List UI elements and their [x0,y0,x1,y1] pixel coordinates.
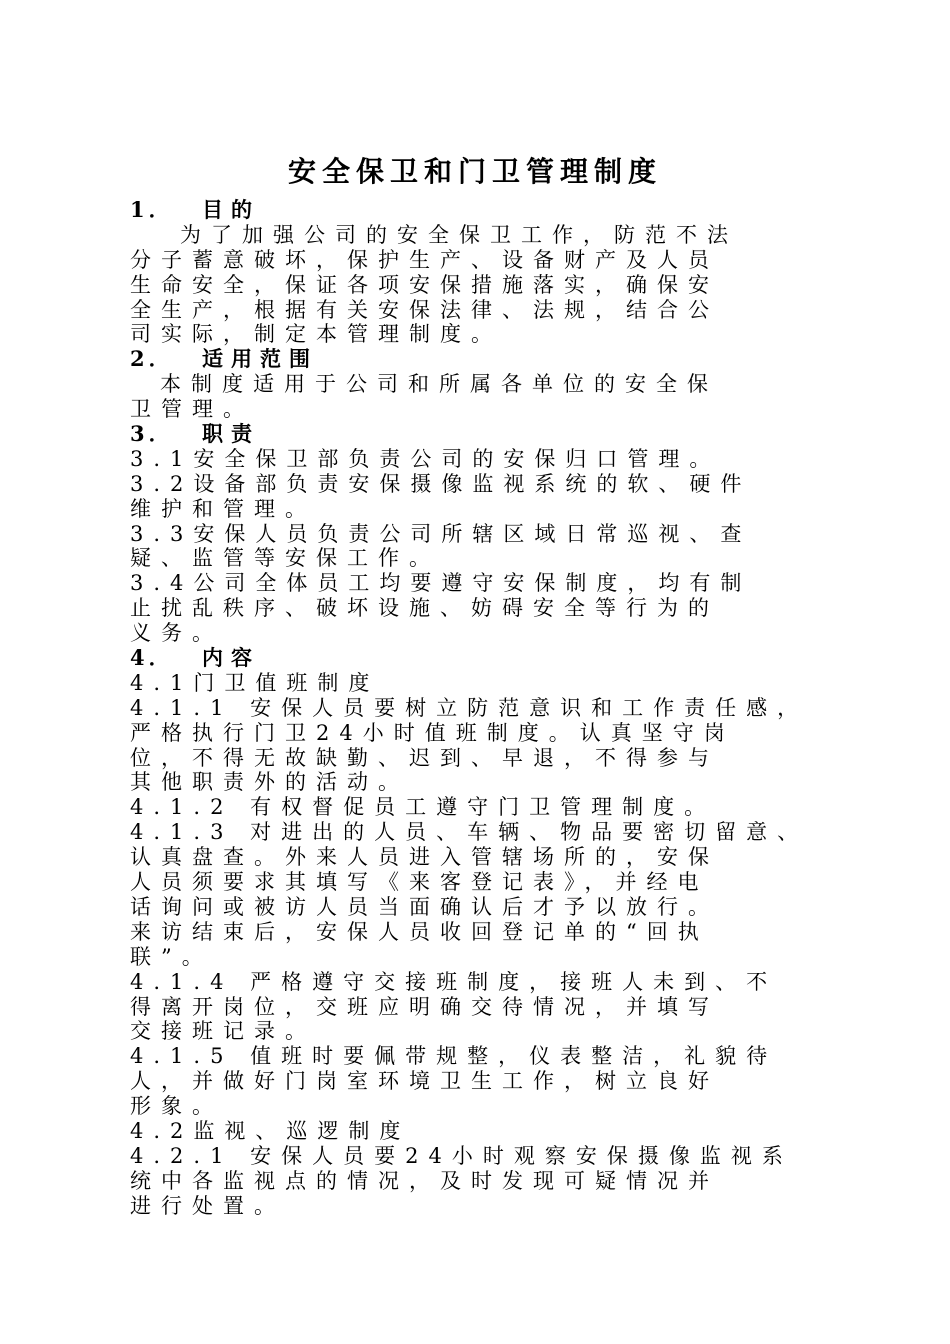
text-line: 3.3安保人员负责公司所辖区域日常巡视、查 [130,521,752,546]
document-body [130,198,850,1219]
text-line: 得离开岗位，交班应明确交待情况，并填写 [130,994,719,1019]
text-line: 位，不得无故缺勤、迟到、早退，不得参与 [130,745,719,770]
text-line: 3.2设备部负责安保摄像监视系统的软、硬件 [130,471,752,496]
section-number: 1． [130,197,174,222]
section-number: 3． [130,421,174,447]
text-line: 全生产，根据有关安保法律、法规，结合公 [130,297,719,322]
text-line: 联”。 [130,944,213,969]
text-line: 司实际，制定本管理制度。 [130,322,502,347]
text-line: 3.1安全保卫部负责公司的安保归口管理。 [130,446,721,471]
text-line: 3.4公司全体员工均要遵守安保制度，均有制 [130,571,752,596]
text-line: 分子蓄意破坏，保护生产、设备财产及人员 [130,247,719,272]
text-line: 本制度适用于公司和所属各单位的安全保 [160,372,718,397]
section-number: 4． [130,645,174,671]
section-title: 适用范围 [202,346,318,372]
document-title: 安全保卫和门卫管理制度 [287,155,662,188]
text-line: 维护和管理。 [130,496,316,521]
text-line: 其他职责外的活动。 [130,770,409,795]
section-heading [130,198,850,223]
text-line: 4.2监视、巡逻制度 [130,1118,411,1143]
text-line: 4.1.5 值班时要佩带规整，仪表整洁，礼貌待 [130,1044,778,1069]
text-line: 4.1.3 对进出的人员、车辆、物品要密切留意、 [130,820,809,845]
text-line: 形象。 [130,1094,223,1119]
text-line: 4.2.1 安保人员要24小时观察安保摄像监视系 [130,1143,793,1168]
text-line: 为了加强公司的安全保卫工作，防范不法 [180,222,738,247]
text-line: 来访结束后，安保人员收回登记单的“回执 [130,919,709,944]
text-line: 4.1.2 有权督促员工遵守门卫管理制度。 [130,795,716,820]
section-title: 职责 [202,421,260,447]
text-line: 话询问或被访人员当面确认后才予以放行。 [130,894,719,919]
text-line: 进行处置。 [130,1193,285,1218]
text-line: 4.1门卫值班制度 [130,670,380,695]
text-line: 卫管理。 [130,397,254,422]
section-title: 目的 [202,197,260,222]
text-line: 止扰乱秩序、破坏设施、妨碍安全等行为的 [130,596,719,621]
section-heading [130,646,850,671]
text-line: 统中各监视点的情况，及时发现可疑情况并 [130,1168,719,1193]
section-heading [130,347,850,372]
section-heading [130,422,850,447]
text-line: 4.1.1 安保人员要树立防范意识和工作责任感， [130,695,809,720]
text-line: 严格执行门卫24小时值班制度。认真坚守岗 [130,720,735,745]
text-line: 义务。 [130,621,223,646]
text-line: 疑、监管等安保工作。 [130,546,440,571]
text-line: 人员须要求其填写《来客登记表》，并经电 [130,870,709,895]
text-line: 人，并做好门岗室环境卫生工作，树立良好 [130,1069,719,1094]
text-line: 交接班记录。 [130,1019,316,1044]
text-line: 认真盘查。外来人员进入管辖场所的，安保 [130,845,719,870]
section-title: 内容 [202,645,260,671]
text-line: 生命安全，保证各项安保措施落实，确保安 [130,272,719,297]
section-number: 2． [130,346,174,372]
text-line: 4.1.4 严格遵守交接班制度，接班人未到、不 [130,969,778,994]
